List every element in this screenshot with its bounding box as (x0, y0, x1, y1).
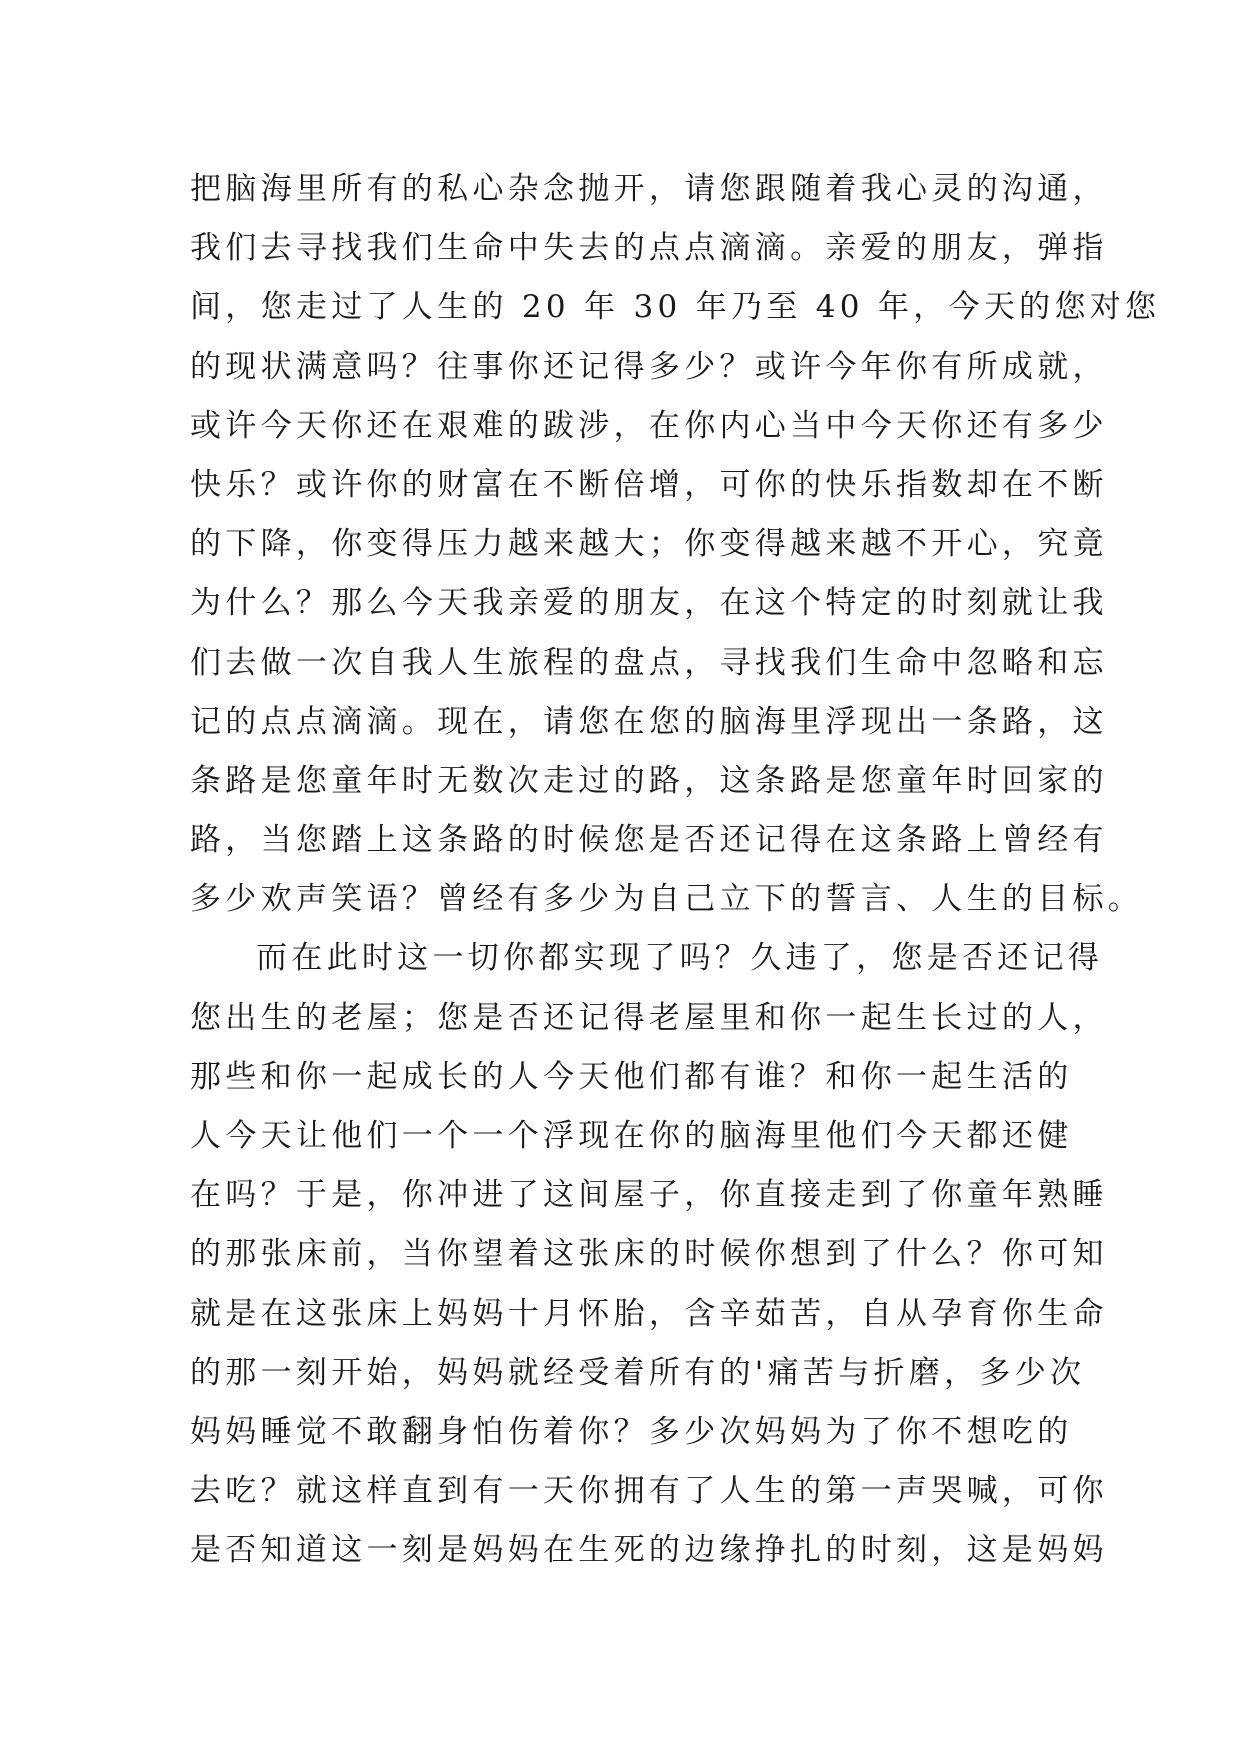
text-line: 我们去寻找我们生命中失去的点点滴滴。亲爱的朋友，弹指 (190, 230, 1108, 267)
text-line: 人今天让他们一个一个浮现在你的脑海里他们今天都还健 (190, 1118, 1073, 1154)
text-line: 或许今天你还在艰难的跋涉，在你内心当中今天你还有多少 (190, 407, 1108, 444)
text-line: 记的点点滴滴。现在，请您在您的脑海里浮现出一条路，这 (190, 703, 1108, 740)
text-line: 为什么？那么今天我亲爱的朋友，在这个特定的时刻就让我 (190, 585, 1108, 622)
text-line: 快乐？或许你的财富在不断倍增，可你的快乐指数却在不断 (190, 466, 1108, 503)
text-line: 的那张床前，当你望着这张床的时候你想到了什么？你可知 (190, 1236, 1108, 1273)
text-line: 您出生的老屋；您是否还记得老屋里和你一起生长过的人， (190, 999, 1108, 1036)
text-line: 把脑海里所有的私心杂念抛开，请您跟随着我心灵的沟通， (190, 171, 1108, 207)
text-line: 多少欢声笑语？曾经有多少为自己立下的誓言、人生的目标。 (190, 881, 1144, 918)
body-text (190, 160, 1161, 1581)
text-line: 们去做一次自我人生旅程的盘点，寻找我们生命中忽略和忘 (190, 644, 1108, 681)
text-line: 路，当您踏上这条路的时候您是否还记得在这条路上曾经有 (190, 822, 1108, 859)
text-line: 就是在这张床上妈妈十月怀胎，含辛茹苦，自从孕育你生命 (190, 1295, 1108, 1332)
text-line: 的现状满意吗？往事你还记得多少？或许今年你有所成就， (190, 348, 1108, 385)
text-line: 去吃？就这样直到有一天你拥有了人生的第一声哭喊，可你 (190, 1473, 1108, 1510)
text-line: 间，您走过了人生的 20 年 30 年乃至 40 年，今天的您对您 (190, 289, 1161, 326)
paragraph-start-line: 而在此时这一切你都实现了吗？久违了，您是否还记得 (256, 940, 1104, 977)
text-line: 妈妈睡觉不敢翻身怕伤着你？多少次妈妈为了你不想吃的 (190, 1413, 1073, 1450)
text-line: 在吗？于是，你冲进了这间屋子，你直接走到了你童年熟睡 (190, 1177, 1108, 1214)
text-line: 条路是您童年时无数次走过的路，这条路是您童年时回家的 (190, 762, 1108, 799)
text-line: 那些和你一起成长的人今天他们都有谁？和你一起生活的 (190, 1058, 1073, 1095)
text-line: 的那一刻开始，妈妈就经受着所有的'痛苦与折磨，多少次 (190, 1354, 1086, 1391)
text-line: 的下降，你变得压力越来越大；你变得越来越不开心，究竟 (190, 526, 1108, 563)
text-line: 是否知道这一刻是妈妈在生死的边缘挣扎的时刻，这是妈妈 (190, 1532, 1108, 1569)
